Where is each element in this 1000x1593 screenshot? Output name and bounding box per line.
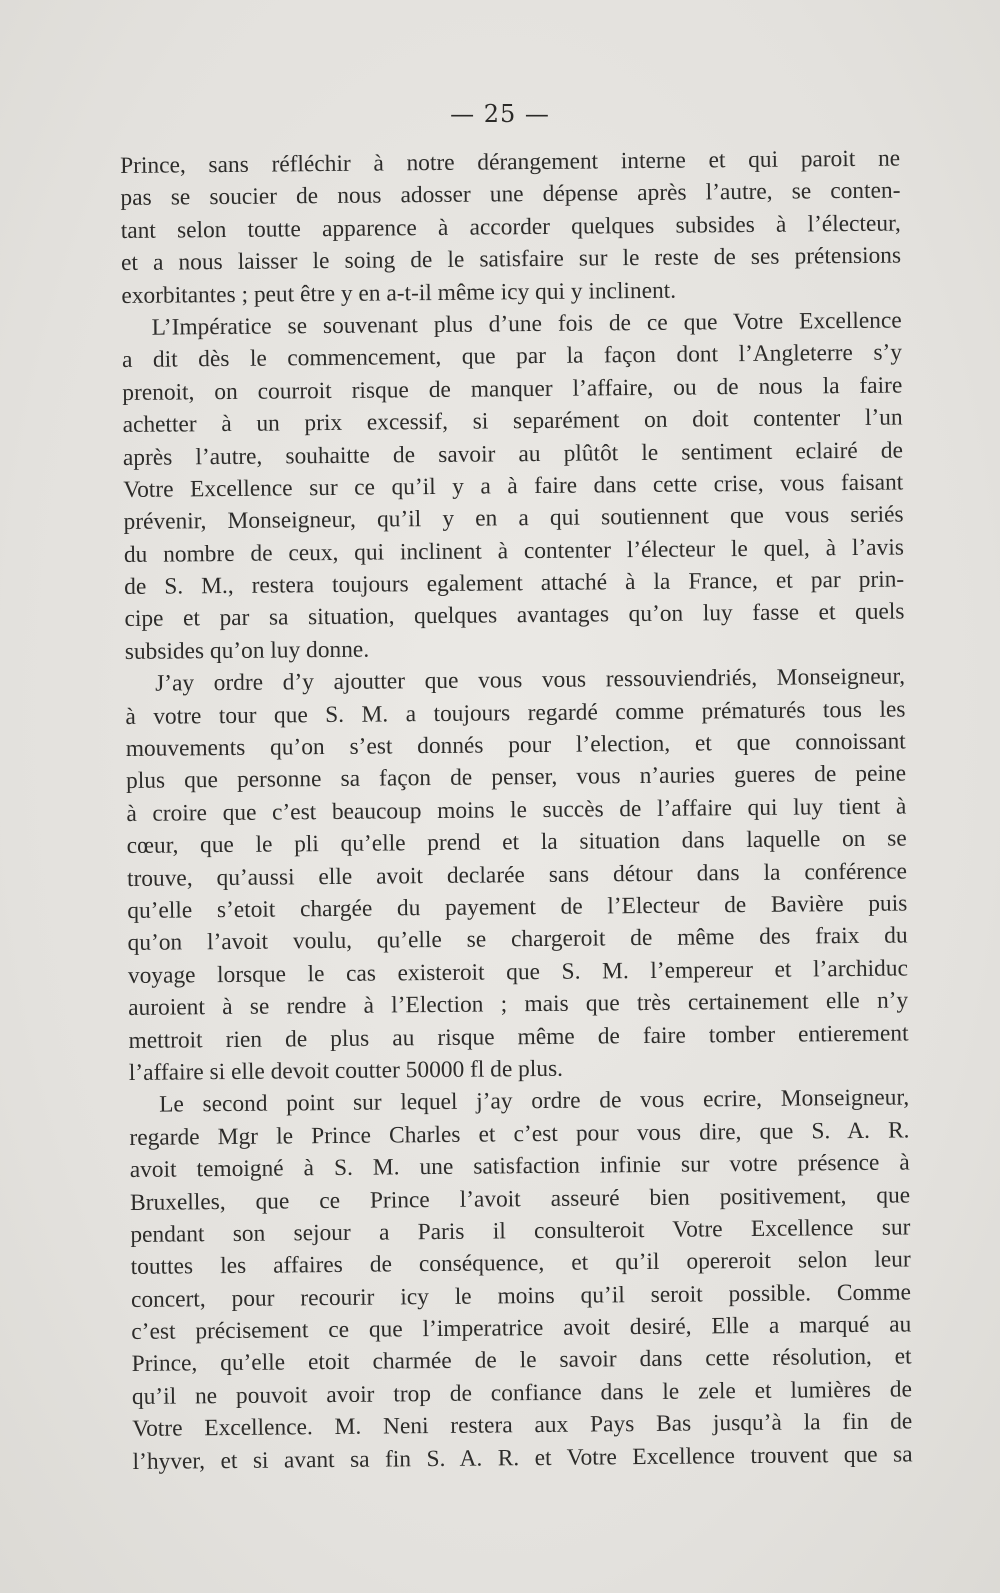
text-line: Votre Excellence. M. Neni restera aux Pays Bas jusqu’à la fin de: [132, 1408, 913, 1443]
text-line: pendant son sejour a Paris il consulteroit Votre Excellence sur: [130, 1214, 911, 1248]
text-line: à croire que c’est beaucoup moins le succès de l’affaire qui luy tient à: [126, 793, 907, 827]
text-line: cipe et par sa situation, quelques avantages qu’on luy fasse et quels: [124, 598, 905, 633]
text-line: et a nous laisser le soing de le satisfaire sur le reste de ses prétensions: [120, 242, 902, 277]
text-line: touttes les affaires de conséquence, et qu’il opereroit selon leur: [130, 1246, 911, 1281]
text-line: à votre tour que S. M. a toujours regardé comme prématurés tous les: [125, 696, 906, 730]
text-line: regarde Mgr le Prince Charles et c’est pour vous dire, que S. A. R.: [129, 1117, 910, 1151]
text-line: concert, pour recourir icy le moins qu’il seroit possible. Comme: [130, 1279, 912, 1313]
text-line: subsides qu’on luy donne.: [124, 636, 370, 665]
text-line: après l’autre, souhaitte de savoir au plûtôt le sentiment eclairé de: [122, 437, 904, 471]
text-line: J’ay ordre d’y ajoutter que vous vous ressouviendriés, Monseigneur,: [155, 663, 906, 697]
text-line: Bruxelles, que ce Prince l’avoit asseuré bien positivement, que: [129, 1181, 911, 1216]
text-line: L’Impératice se souvenant plus d’une fois de ce que Votre Excellence: [151, 307, 902, 341]
text-line: Le second point sur lequel j’ay ordre de vous ecrire, Monseigneur,: [159, 1084, 910, 1118]
text-line: qu’il ne pouvoit avoir trop de confiance dans le zele et lumières de: [131, 1376, 913, 1410]
text-line: a dit dès le commencement, que par la façon dont l’Angleterre s’y: [121, 339, 903, 374]
text-line: voyage lorsque le cas existeroit que S. M. l’empereur et l’archiduc: [127, 955, 909, 989]
text-line: exorbitantes ; peut être y en a-t-il même icy qui y inclinent.: [121, 277, 677, 309]
page-number: — 25 —: [450, 100, 550, 128]
text-line: plus que personne sa façon de penser, vous n’auries gueres de peine: [125, 760, 907, 795]
text-line: du nombre de ceux, qui inclinent à contenter l’électeur le quel, à l’avis: [123, 534, 904, 568]
text-line: Prince, sans réfléchir à notre dérangement interne et qui paroit ne: [120, 145, 901, 179]
text-line: qu’on l’avoit voulu, qu’elle se chargeroit de même des fraix du: [127, 922, 908, 957]
text-line: mettroit rien de plus au risque même de faire tomber entierement: [128, 1020, 909, 1054]
text-line: achetter à un prix excessif, si separément on doit contenter l’un: [122, 404, 903, 439]
text-line: pas se soucier de nous adosser une dépense après l’autre, se conten-: [120, 177, 901, 212]
text-line: prévenir, Monseigneur, qu’il y en a qui soutiennent que vous seriés: [123, 501, 904, 536]
text-line: Prince, qu’elle etoit charmée de le savoir dans cette résolution, et: [131, 1343, 912, 1378]
text-line: qu’elle s’etoit chargée du payement de l’Electeur de Bavière puis: [127, 890, 908, 924]
text-line: trouve, qu’aussi elle avoit declarée sans détour dans la conférence: [126, 858, 908, 892]
text-line: prenoit, on courroit risque de manquer l’affaire, ou de nous la faire: [122, 372, 903, 406]
body-text: [120, 143, 913, 1478]
text-line: c’est précisement ce que l’imperatrice avoit desiré, Elle a marqué au: [131, 1311, 912, 1346]
text-line: tant selon toutte apparence à accorder quelques subsides à l’électeur,: [120, 210, 901, 244]
text-line: l’hyver, et si avant sa fin S. A. R. et Votre Excellence trouvent que sa: [132, 1441, 913, 1475]
text-line: avoit temoigné à S. M. une satisfaction infinie sur votre présence à: [129, 1149, 910, 1184]
text-line: mouvements qu’on s’est donnés pour l’election, et que connoissant: [125, 728, 906, 763]
text-line: Votre Excellence sur ce qu’il y a à faire dans cette crise, vous faisant: [123, 469, 904, 503]
text-line: l’affaire si elle devoit coutter 50000 fl de plus.: [128, 1055, 564, 1086]
text-line: cœur, que le pli qu’elle prend et la situation dans laquelle on se: [126, 825, 907, 860]
text-line: de S. M., restera toujours egalement attaché à la France, et par prin-: [124, 566, 905, 601]
text-line: auroient à se rendre à l’Election ; mais que très certainement elle n’y: [128, 987, 909, 1022]
